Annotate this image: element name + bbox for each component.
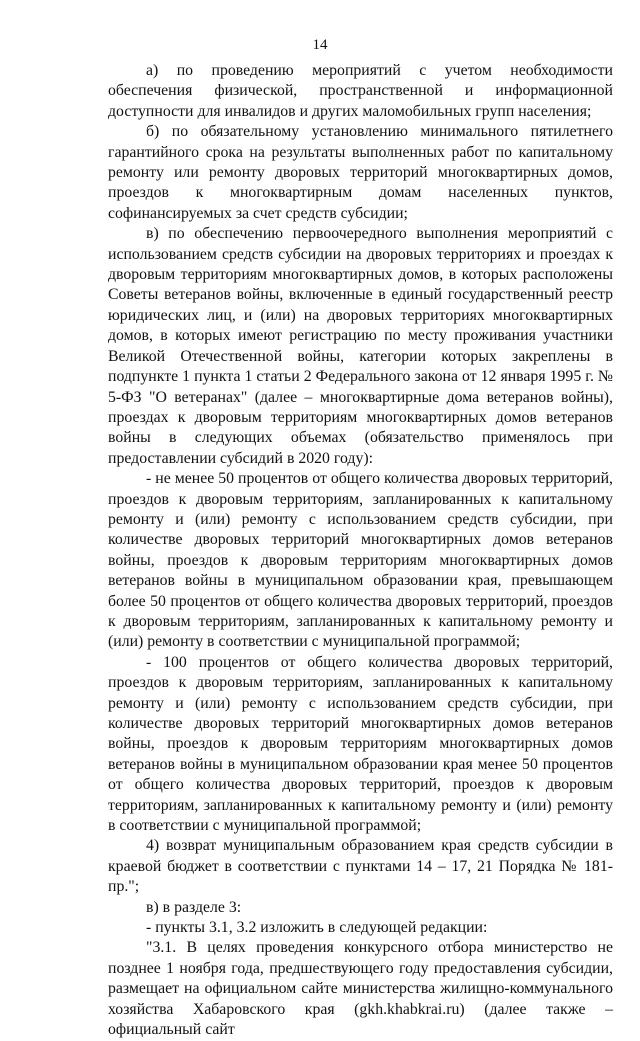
paragraph-points-3-1-3-2: - пункты 3.1, 3.2 изложить в следующей редакции: — [146, 919, 488, 937]
paragraph-section-3: в) в разделе 3: — [146, 898, 242, 916]
paragraph-dash-100-percent: - 100 процентов от общего количества дворовых территорий, проездов к дворовым территориям, запланированных к капитальному ремонту и (или) ремонту с использованием средств субсидии, при количестве дворовых территорий многоквартирных домов ветеранов войны, проездов к дворовым территориям многоквартирных домов ветеранов войны в муниципальном образовании края менее 50 процентов от общего количества дворовых территорий, проездов к дворовым территориям, запланированных к капитальному ремонту и (или) ремонту в соответствии с муниципальной программой; — [108, 653, 613, 835]
paragraph-dash-50-percent: - не менее 50 процентов от общего количества дворовых территорий, проездов к дворовым территориям, запланированных к капитальному ремонту и (или) ремонту с использованием средств субсидии, при количестве дворовых территорий многоквартирных домов ветеранов войны, проездов к дворовым территориям многоквартирных домов ветеранов войны в муниципальном образовании края, превышающем более 50 процентов от общего количества дворовых территорий, проездов к дворовым территориям, запланированных к капитальному ремонту и (или) ремонту в соответствии с муниципальной программой; — [108, 470, 613, 651]
paragraph-point-3-1: "3.1. В целях проведения конкурсного отбора министерство не позднее 1 ноября года, предшествующего году предоставления субсидии, размещает на официальном сайте министерства жилищно-коммунального хозяйства Хабаровского края (gkh.khabkrai.ru) (далее также – официальный сайт — [108, 939, 613, 1039]
document-body — [108, 61, 613, 1041]
paragraph-item-a: а) по проведению мероприятий с учетом необходимости обеспечения физической, пространственной и информационной доступности для инвалидов и других маломобильных групп населения; — [108, 62, 613, 120]
page-number: 14 — [312, 37, 328, 53]
paragraph-item-v: в) по обеспечению первоочередного выполнения мероприятий с использованием средств субсидии на дворовых территориях и проездах к дворовым территориям многоквартирных домов, в которых расположены Советы ветеранов войны, включенные в единый государственный реестр юридических лиц, и (или) на дворовых территориях многоквартирных домов, в которых имеют регистрацию по месту проживания участники Великой Отечественной войны, категории которых закреплены в подпункте 1 пункта 1 статьи 2 Федерального закона от 12 января 1995 г. № 5-ФЗ "О ветеранах" (далее – многоквартирные дома ветеранов войны), проездах к дворовым территориям многоквартирных домов ветеранов войны в следующих объемах (обязательство применялось при предоставлении субсидий в 2020 году): — [108, 225, 613, 467]
paragraph-item-b: б) по обязательному установлению минимального пятилетнего гарантийного срока на результаты выполненных работ по капитальному ремонту или ремонту дворовых территорий многоквартирных домов, проездов к многоквартирным домам населенных пунктов, софинансируемых за счет средств субсидии; — [108, 123, 613, 222]
paragraph-item-4: 4) возврат муниципальным образованием края средств субсидии в краевой бюджет в соответствии с пунктами 14 – 17, 21 Порядка № 181-пр."; — [108, 837, 613, 896]
